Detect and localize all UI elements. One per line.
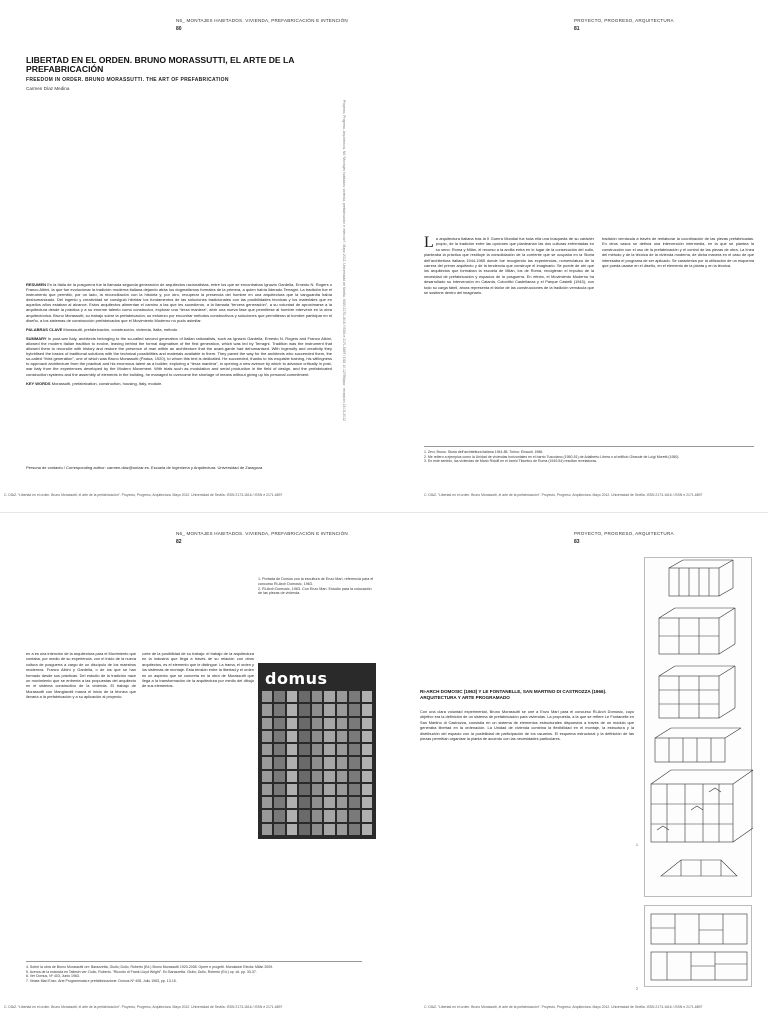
cover-pattern-cell (262, 718, 272, 729)
cover-pattern-cell (349, 718, 359, 729)
cover-pattern-cell (287, 691, 297, 702)
cover-pattern-cell (349, 691, 359, 702)
floor-plans-figure (644, 905, 752, 987)
cover-pattern-cell (274, 757, 284, 768)
cover-pattern-cell (324, 810, 334, 821)
cover-pattern-cell (312, 784, 322, 795)
cover-pattern-cell (312, 718, 322, 729)
domus-cover-figure (258, 663, 376, 839)
article-author: Carmen Díaz Medina (26, 86, 70, 91)
cover-pattern-cell (362, 731, 372, 742)
cover-pattern-cell (274, 797, 284, 808)
page-number: 80 (176, 26, 182, 32)
cover-pattern-cell (324, 824, 334, 835)
cover-pattern-cell (274, 731, 284, 742)
axonometric-sketch-figure (644, 557, 752, 897)
dropcap: L (424, 236, 434, 251)
cover-pattern-cell (337, 718, 347, 729)
cover-pattern-cell (299, 784, 309, 795)
cover-pattern-cell (262, 810, 272, 821)
article-subtitle: FREEDOM IN ORDER. BRUNO MORASSUTTI. THE ART OF PREFABRICATION (26, 77, 229, 83)
cover-pattern-cell (324, 757, 334, 768)
cover-pattern-cell (349, 744, 359, 755)
cover-pattern-cell (362, 718, 372, 729)
summary-label: SUMMARY (26, 335, 47, 341)
cover-pattern-cell (337, 797, 347, 808)
cover-pattern-cell (337, 757, 347, 768)
cover-pattern-cell (299, 824, 309, 835)
running-head-left: N6_ MONTAJES HABITADOS. VIVIENDA, PREFABRICACIÓN E INTENCIÓN (176, 18, 348, 23)
cover-pattern-cell (362, 744, 372, 755)
cover-pattern-cell (349, 797, 359, 808)
cover-pattern-cell (262, 704, 272, 715)
cover-pattern-cell (299, 718, 309, 729)
cover-pattern-cell (274, 718, 284, 729)
cover-pattern-cell (324, 704, 334, 715)
cover-pattern-cell (312, 771, 322, 782)
cover-pattern-cell (337, 731, 347, 742)
cover-pattern-cell (324, 731, 334, 742)
footnote: 1. Zevi, Bruno. Storia dell’architettura italiana 1944-85. Torino: Einaudi, 1986. (424, 450, 544, 454)
page-number: 83 (574, 539, 580, 545)
cover-pattern-cell (362, 784, 372, 795)
cover-pattern-cell (362, 704, 372, 715)
cover-pattern-cell (299, 731, 309, 742)
cover-pattern-cell (312, 810, 322, 821)
cover-pattern-cell (299, 771, 309, 782)
page-80 (0, 0, 384, 512)
body-column: Con una clara voluntad experimental, Bruno Morassutti se une a Enzo Mari para el concurso Ri-Arch Domosic, cuyo objetivo era la definición de un sistema de prefabricación para viviendas. La propuesta, a la que se refiere Le Fontanelle en San Martino di Castrozza, consistía en un sistema de elementos estructurales dispuestos a través de un módulo que generaba libertad en la ordenación. La Unidad de vivienda combina la flexibilidad en el montaje, la estructura y la distribución del espacio con la posibilidad de participación de los usuarios. El esquema estructural y la definición de las piezas permitían organizar la planta de acuerdo con las necesidades particulares. (420, 709, 634, 742)
page-footer: C. DÍAZ. “Libertad en el orden. Bruno Morassutti, el arte de la prefabricación”. Proyecto, Progreso, Arquitectura. Mayo 2012. Universidad de Sevilla. ISSN 2173-1616 / ISSN e 2171-6897 (4, 1005, 283, 1009)
cover-pattern-cell (312, 731, 322, 742)
cover-pattern-cell (337, 824, 347, 835)
figure-label-1: 1 (636, 843, 638, 847)
cover-pattern-cell (324, 744, 334, 755)
floor-plans-drawing (645, 906, 753, 988)
cover-pattern-cell (287, 784, 297, 795)
cover-pattern-cell (299, 797, 309, 808)
figure-label-2: 2 (636, 987, 638, 991)
page-82 (0, 513, 384, 1024)
cover-pattern-cell (262, 824, 272, 835)
footnotes: 4. Sobre la obra de Bruno Morassutti ver: Barazzetta, Giulio; Dulio, Roberto (Ed.) Bruno Morassutti 1920-2008. Opere e progetti. Mondadori Electa: Milán 2009. 5. Acerca de la estancia en Taliesin ver: Dulio, Roberto. “Ricordo di Frank Lloyd Wright”. En Barazzetta, Giulio; Dulio, Roberto (Ed.) op. cit. pp. 33-37. 6. Ver Domus, Nº 403, Junio 1963. 7. Vease Mari Enzo. Arte Programmata e prefabbricazione. Domus Nº 408, Julio 1963, pp. 13-15. (26, 961, 362, 983)
cover-pattern-cell (287, 797, 297, 808)
cover-pattern-cell (349, 824, 359, 835)
resumen-label: RESUMEN (26, 282, 47, 287)
cover-pattern-cell (262, 797, 272, 808)
domus-cover-pattern (262, 691, 372, 835)
contact-note: Persona de contacto / Corresponding author: carmen.diaz@unizar.es. Escuela de Ingeniería y Arquitectura. Universidad de Zaragoza (26, 465, 263, 470)
cover-pattern-cell (299, 757, 309, 768)
domus-logo: domus (265, 669, 328, 688)
footnote: 2. Me refiero a ejemplos como la Unidad de viviendas horizontales en el barrio Tuscolano (1950-51) de Adalberto Libera o al edificio Girasole de Luigi Moretti (1950). (424, 454, 680, 459)
cover-pattern-cell (362, 771, 372, 782)
cover-pattern-cell (349, 757, 359, 768)
cover-pattern-cell (337, 744, 347, 755)
cover-pattern-cell (324, 797, 334, 808)
cover-pattern-cell (362, 810, 372, 821)
cover-pattern-cell (312, 704, 322, 715)
abstract (26, 282, 332, 390)
vertical-publication-meta: Proyecto, Progreso, Arquitectura. N6 “Montajes habitados: vivienda, prefabricación e intención”. Mayo 2012. Universidad de Sevilla. ISSN 2173-1616 / ISSN e 2171-6897 / DOI 10.12795/ppa · recepción 19-03-2012 (342, 100, 346, 421)
cover-pattern-cell (274, 771, 284, 782)
cover-pattern-cell (274, 744, 284, 755)
running-head-right: PROYECTO, PROGRESO, ARQUITECTURA (574, 531, 674, 536)
cover-pattern-cell (287, 824, 297, 835)
cover-pattern-cell (312, 691, 322, 702)
cover-pattern-cell (287, 704, 297, 715)
cover-pattern-cell (299, 704, 309, 715)
cover-pattern-cell (324, 771, 334, 782)
body-column-2: tradición vernácula a través de reelaborar la coordinación de las piezas prefabricadas. En otros casos se definía una intervención intermedia, en la que se plantea la construcción con el uso de la prefabricación y el control de las piezas de obra. La línea del método y de la técnica de la vivienda moderna, de dicha manera en el caso de que interesaba el programa de ser aplicado. Se caracteriza por la utilización de un esquema que pueda usarse en el diseño, en el elemento de la planta y en la técnica. (602, 236, 754, 269)
cover-pattern-cell (349, 810, 359, 821)
cover-pattern-cell (362, 757, 372, 768)
keywords-label: KEY WORDS (26, 380, 51, 386)
cover-pattern-cell (312, 797, 322, 808)
cover-pattern-cell (337, 771, 347, 782)
cover-pattern-cell (274, 824, 284, 835)
cover-pattern-cell (337, 704, 347, 715)
cover-pattern-cell (337, 810, 347, 821)
cover-pattern-cell (362, 691, 372, 702)
cover-pattern-cell (287, 771, 297, 782)
cover-pattern-cell (287, 810, 297, 821)
figure-captions: 1. Portada de Domus con la escultura de Enzo Mari, referencia para el concurso Ri-Arch Domosic, 1963. 2. Ri-Arch Domosic, 1963. Con Enzo Mari. Estudio para la colocación de las piezas de vivienda. (258, 577, 374, 596)
running-head-right: PROYECTO, PROGRESO, ARQUITECTURA (574, 18, 674, 23)
article-title: LIBERTAD EN EL ORDEN. BRUNO MORASSUTTI, EL ARTE DE LA PREFABRICACIÓN (26, 55, 295, 75)
cover-pattern-cell (337, 784, 347, 795)
page-footer: C. DÍAZ. “Libertad en el orden. Bruno Morassutti, el arte de la prefabricación”. Proyecto, Progreso, Arquitectura. Mayo 2012. Universidad de Sevilla. ISSN 2173-1616 / ISSN e 2171-6897 (424, 1005, 703, 1009)
palabras-clave-label: PALABRAS CLAVE (26, 326, 63, 332)
palabras-clave-text: Morassutti, prefabricación, construcción, vivienda, Italia, método. (63, 326, 179, 332)
cover-pattern-cell (287, 744, 297, 755)
cover-pattern-cell (262, 731, 272, 742)
cover-pattern-cell (362, 824, 372, 835)
body-column-1: La arquitectura italiana tras la II Guerra Mundial fue toda ella una búsqueda de su carácter propio, de la tradición entre las opciones que plantearían las dos culturas enfrentadas en su seno: Roma y Milán, el recurso a la arcilla entra en lo lugar de la consecución del culto, planteaba la práctica que restituye la consolidación de la corriente que se ocupaba en la Storia dell’architettura italiana 1944-1985 donde fue recogiendo las experiencias, nomenclatura de la carrera del primer arquitecto y de la tendencia que construye el imaginario. Se puede de ahí que los arquitectos que formaban la escuela de Milán, los de Roma, recogieran el impulso de la necesidad de prefabricación y espacios de la posguerra. En efecto, el Movimiento Moderno ha desarrollado su intervención en Catania, Cotonifici Castellanza y el Parque Castelli (1943), con todo su carga fabril, ahora representa el factor de las construcciones de la tradición vernácula que se sostiene dentro del imaginario. (424, 236, 594, 296)
cover-pattern-cell (349, 771, 359, 782)
page-footer-80: C. DÍAZ. “Libertad en el orden. Bruno Morassutti, el arte de la prefabricación”. Proyecto, Progreso, Arquitectura. Mayo 2012. Universidad de Sevilla. ISSN 2173-1616 / ISSN e 2171-6897 (4, 493, 283, 497)
cover-pattern-cell (324, 691, 334, 702)
page-footer: C. DÍAZ. “Libertad en el orden. Bruno Morassutti, el arte de la prefabricación”. Proyecto, Progreso, Arquitectura. Mayo 2012. Universidad de Sevilla. ISSN 2173-1616 / ISSN e 2171-6897 (424, 493, 703, 497)
section-title: RI-ARCH DOMOSIC (1963) Y LE FONTANELLE, SAN MARTINO DI CASTROZZA (1966). ARQUITECTURA Y ARTE PROGRAMADO (420, 689, 607, 700)
cover-pattern-cell (274, 784, 284, 795)
cover-pattern-cell (262, 757, 272, 768)
cover-pattern-cell (349, 704, 359, 715)
cover-pattern-cell (262, 691, 272, 702)
bottom-spread (0, 512, 768, 1024)
cover-pattern-cell (287, 757, 297, 768)
keywords-text: Morassutti, prefabrication, construction, housing, Italy, module. (51, 380, 163, 386)
cover-pattern-cell (349, 784, 359, 795)
body-column-2: corte de la posibilidad de su trabajo: el trabajo de la arquitectura en la industria que llega a través de su relación con otros arquitectos, es el elemento que le distingue. La trama, el orden y los sistemas de montaje. Esta tensión entre la libertad y el orden es un aspecto que se concreta en la obra de Morassutti que llega a la transformación de la arquitectura por medio del dibujo de sus elementos. (142, 651, 254, 689)
cover-pattern-cell (324, 718, 334, 729)
cover-pattern-cell (324, 784, 334, 795)
cover-pattern-cell (274, 704, 284, 715)
body-column-1: en a es una intención de la arquitectura para el Movimiento que contaba, por medio de su experiencia, con el inicio de la nueva cultura de posguerra a cargo de un discípulo de los maestros modernos. Franco Albini y Gardella, o de los que se han formado desde sus prácticas. Del estudio de la tradición nace un movimiento que se enfrenta a las propuestas del arquitecto en el sistema constructivo de la vivienda. El trabajo de Morassutti con Mangiarotti marca el inicio de la técnica que llevaría a la prefabricación y a su aplicación al proyecto. (26, 651, 136, 700)
cover-pattern-cell (312, 757, 322, 768)
footnote: 3. En este sentido, las viviendas de Mario Ridolfi en el barrio Tiburtino de Roma (1949-54) resultan reveladoras. (424, 459, 598, 464)
cover-pattern-cell (312, 824, 322, 835)
summary-text: In post-war Italy, architects belonging to the so-called second generation of Italian rationalists, such as Ignazio Gardella, Ernesto N. Rogers and Franco Albini, allowed the modern Italian tradition to evolve, leaving behind the formal dogmatism of the first generation, which was led by Terragni. Tradition was the instrument that allowed them to reconcile with history and restore the presence of man within an architecture that the avant-garde had dehumanised. With ingenuity and creativity they hybridised the basics of traditional solutions with the technical possibilities and materials available to them. They paved the way for the architects who succeeded them, the so-called “third generation”, one of which was Bruno Morassutti (Padua, 1920), to whom this text is dedicated. He succeeded, thanks to his exquisite training, his willingness to approach architecture from the practical and his enormous talent as a builder, exploring a “terza maniera”, in opening a new avenue by which to advance critically in post-war Italy from the experiences developed by the Modern Movement. With trials such as modulation and serial production in the field of design, and the prefabricated construction systems and the assembly of elements in the building, he managed to overcome the shortage of means without giving up his personal commitment. (26, 335, 332, 377)
cover-pattern-cell (299, 810, 309, 821)
cover-pattern-cell (262, 784, 272, 795)
cover-pattern-cell (287, 718, 297, 729)
cover-pattern-cell (262, 744, 272, 755)
cover-pattern-cell (362, 797, 372, 808)
footnotes (424, 446, 754, 464)
cover-pattern-cell (337, 691, 347, 702)
cover-pattern-cell (312, 744, 322, 755)
page-number: 82 (176, 539, 182, 545)
page-number: 81 (574, 26, 580, 32)
cover-pattern-cell (262, 771, 272, 782)
cover-pattern-cell (299, 691, 309, 702)
cover-pattern-cell (299, 744, 309, 755)
cover-pattern-cell (274, 691, 284, 702)
cover-pattern-cell (349, 731, 359, 742)
cover-pattern-cell (287, 731, 297, 742)
resumen-text: En la Italia de la posguerra fue la llamada segunda generación de arquitectos racionalistas, entre los que se encontraban Ignazio Gardella, Ernesto N. Rogers o Franco Albini, la que fue evolucionar la tradición moderna italiana dejando atrás los dogmatismos formales de la primera, a quien había liderado Terragni. La tradición fue el instrumento que permitió, por un lado, la reconciliación con la historia y, por otro, recuperar la presencia del hombre en una arquitectura que la vanguardia había deshumanizado. Del ingenio y creatividad se consiguió hibridar los fundamentos de las soluciones tradicionales con las posibilidades técnicas y los materiales que en aquellos años estaban al alcance. Estos arquitectos alimentan el camino a las que les sucedieron, a la llamada “tercera generación”, a su voluntad de aproximarse a la arquitectura desde la práctica y a su enorme talento como constructor, explorar una “terza maniera”, abrir una nueva fase que permitiese al hombre intervenir en la obra arquitectónica. Bruno Morassutti, su trabajo sobre la prefabricación, su esfuerzo por encontrar métodos constructivos y soluciones que permitieran al hombre participar en el diseño, a los sistemas de construcción prefabricados que el Movimiento Moderno no pudo asimilar. (26, 282, 332, 323)
axonometric-sketch-drawing (645, 558, 753, 898)
running-head-left: N6_ MONTAJES HABITADOS. VIVIENDA, PREFABRICACIÓN E INTENCIÓN (176, 531, 348, 536)
page-81 (384, 0, 768, 512)
cover-pattern-cell (274, 810, 284, 821)
